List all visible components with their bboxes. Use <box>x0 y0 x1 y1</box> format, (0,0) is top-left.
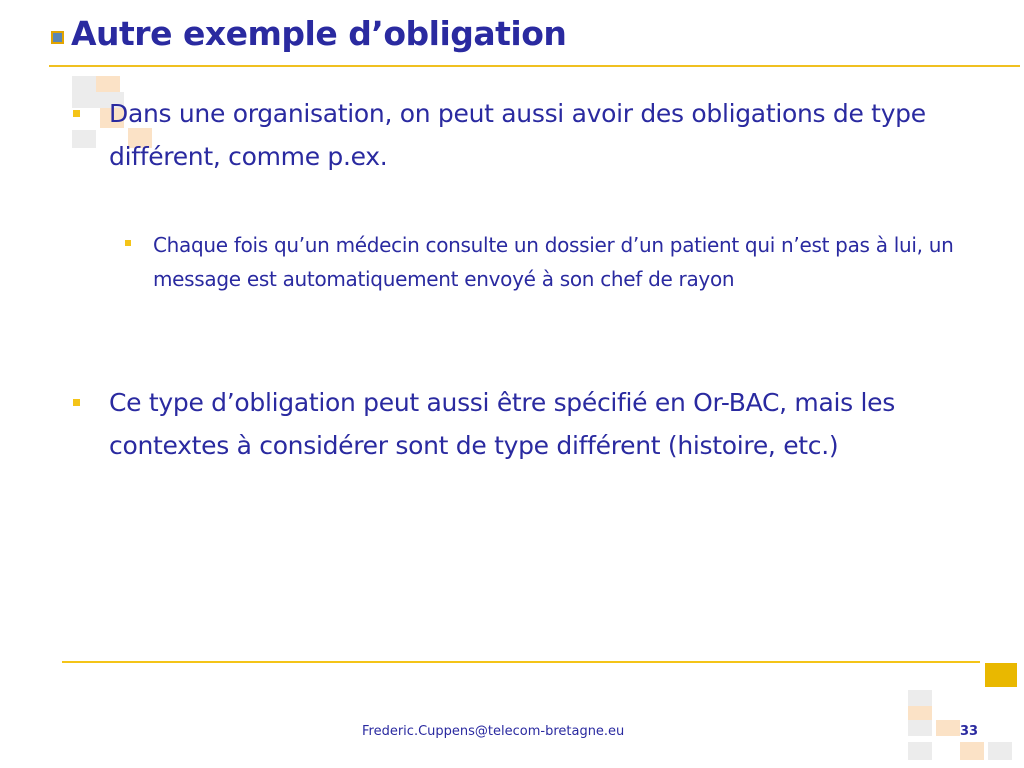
footer-email: Frederic.Cuppens@telecom-bretagne.eu <box>362 724 625 739</box>
slide-title: Autre exemple d’obligation <box>71 14 567 53</box>
bullet-2-text: Ce type d’obligation peut aussi être spécifié en Or-BAC, mais les contextes à considérer sont de type différent (histoire, etc.) <box>109 388 895 460</box>
bullet-square-icon <box>73 110 80 117</box>
title-divider <box>49 65 1020 67</box>
page-number: 33 <box>960 724 979 739</box>
bullet-1-text: Dans une organisation, on peut aussi avoir des obligations de type différent, comme p.ex. <box>109 99 926 171</box>
title-bullet-icon <box>51 31 64 44</box>
sub-bullet-text: Chaque fois qu’un médecin consulte un dossier d’un patient qui n’est pas à lui, un message est automatiquement envoyé à son chef de rayon <box>153 233 954 291</box>
footer-divider <box>62 661 980 663</box>
sub-bullet-square-icon <box>125 240 131 246</box>
bullet-square-icon <box>73 399 80 406</box>
